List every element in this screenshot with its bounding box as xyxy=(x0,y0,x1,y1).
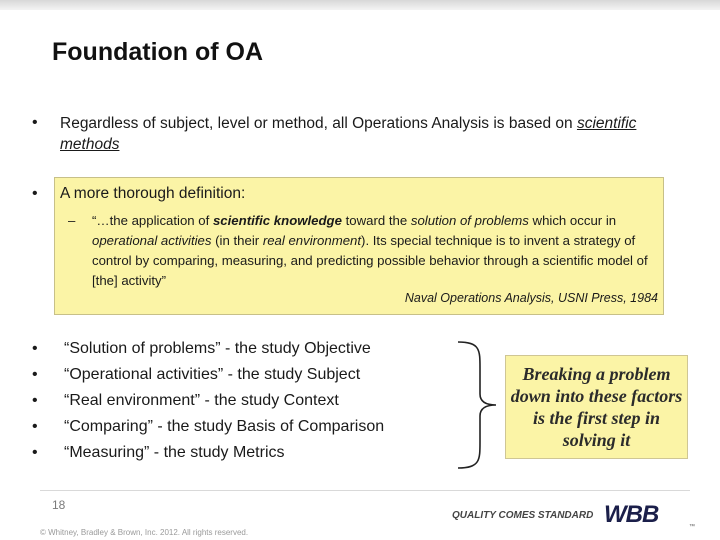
bullet-marker: • xyxy=(32,340,38,357)
quote-segment: toward the xyxy=(341,213,411,228)
definition-quote xyxy=(68,211,658,291)
bullet-marker: • xyxy=(32,418,38,435)
right-brace-icon xyxy=(456,340,506,470)
slide-title: Foundation of OA xyxy=(52,38,264,66)
intro-text xyxy=(60,113,660,155)
quote-segment: solution of problems xyxy=(410,213,529,228)
intro-plain-text: Regardless of subject, level or method, all Operations Analysis is based on xyxy=(60,115,577,132)
factor-text: “Solution of problems” - the study Objective xyxy=(64,340,371,357)
callout-box xyxy=(505,355,688,459)
quote-dash: – xyxy=(68,213,76,228)
quote-segment: “…the application of xyxy=(92,213,213,228)
bullet-marker: • xyxy=(32,366,38,383)
copyright-text: © Whitney, Bradley & Brown, Inc. 2012. All rights reserved. xyxy=(40,528,249,537)
wbb-logo: WBB xyxy=(604,501,659,528)
quote-segment: which occur in xyxy=(528,213,617,228)
quote-segment: (in their xyxy=(211,233,263,248)
quote-segment: operational activities xyxy=(92,233,212,248)
factor-text: “Comparing” - the study Basis of Comparison xyxy=(64,418,385,435)
definition-heading: A more thorough definition: xyxy=(60,185,246,202)
factor-text: “Measuring” - the study Metrics xyxy=(64,444,285,461)
trademark-mark: ™ xyxy=(689,524,695,530)
factor-text: “Real environment” - the study Context xyxy=(64,392,339,409)
citation: Naval Operations Analysis, USNI Press, 1984 xyxy=(404,291,658,305)
callout-text: Breaking a problem down into these factors is the first step in solving it xyxy=(510,364,683,450)
bullet-marker: • xyxy=(32,444,38,461)
quote-segment: scientific knowledge xyxy=(212,213,342,228)
factor-text: “Operational activities” - the study Subject xyxy=(64,366,361,383)
footer-divider xyxy=(40,490,690,491)
quote-text xyxy=(92,211,658,291)
quote-segment: real environment xyxy=(262,233,362,248)
intro-emphasis-text: scientific methods xyxy=(60,115,637,153)
top-border-bar xyxy=(0,0,720,10)
bullet-marker: • xyxy=(32,114,38,131)
bullet-marker: • xyxy=(32,185,38,202)
page-number: 18 xyxy=(52,498,66,512)
quote-segment: ). Its special technique is to invent a strategy of control by comparing, measuring, and predicting possible behavior through a scientific model of [the] activity” xyxy=(92,233,648,288)
footer-slogan: QUALITY COMES STANDARD xyxy=(452,510,594,521)
bullet-marker: • xyxy=(32,392,38,409)
